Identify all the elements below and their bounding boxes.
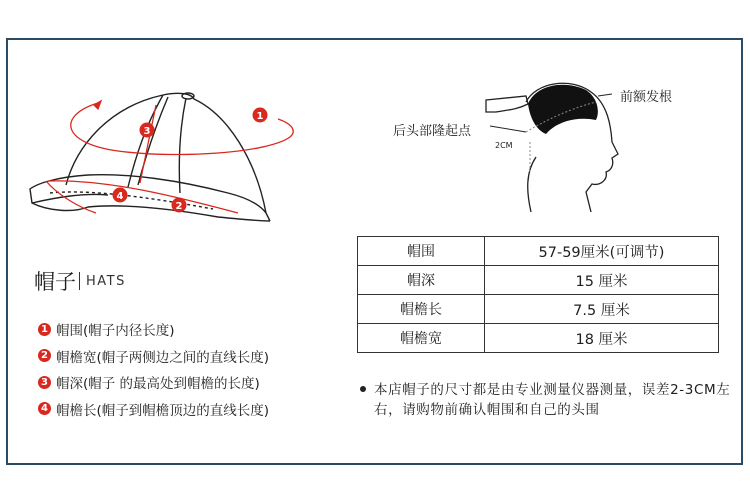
row-label: 帽檐宽: [358, 324, 485, 353]
note-text: 本店帽子的尺寸都是由专业测量仪器测量，误差2-3CM左右，请购物前确认帽围和自己的头围: [374, 382, 731, 418]
size-table: [357, 236, 719, 353]
row-label: 帽围: [358, 237, 485, 266]
front-pointer: [598, 94, 612, 96]
heading-divider: [79, 272, 80, 290]
number-badge: 3: [38, 376, 51, 389]
svg-text:3: 3: [143, 126, 151, 137]
row-label: 帽深: [358, 266, 485, 295]
heading-subtitle: HATS: [86, 273, 126, 289]
back-pointer: [490, 126, 526, 132]
back-label: 后头部隆起点: [393, 124, 472, 139]
legend-item: [38, 343, 269, 370]
measurement-legend: [38, 316, 269, 422]
legend-text: 帽围(帽子内径长度): [56, 323, 175, 340]
section-heading: [34, 268, 126, 294]
size-note: [360, 380, 734, 420]
row-value: 18 厘米: [485, 324, 719, 353]
bullet-icon: [360, 386, 366, 392]
front-label: 前额发根: [620, 90, 673, 105]
row-value: 57-59厘米(可调节): [485, 237, 719, 266]
number-badge: 4: [38, 402, 51, 415]
table-row: [358, 324, 719, 353]
number-badge: 2: [38, 349, 51, 362]
legend-item: [38, 369, 269, 396]
table-row: [358, 295, 719, 324]
gap-label: 2CM: [495, 141, 513, 150]
row-label: 帽檐长: [358, 295, 485, 324]
cap-diagram: [28, 85, 318, 235]
number-badge: 1: [38, 323, 51, 336]
cap-outline: [30, 93, 270, 221]
heading-title: 帽子: [34, 270, 76, 294]
row-value: 7.5 厘米: [485, 295, 719, 324]
legend-text: 帽檐长(帽子到帽檐顶边的直线长度): [56, 402, 270, 419]
legend-text: 帽深(帽子 的最高处到帽檐的长度): [56, 376, 260, 393]
table-row: [358, 237, 719, 266]
svg-text:4: 4: [116, 191, 124, 202]
legend-text: 帽檐宽(帽子两侧边之间的直线长度): [56, 349, 270, 366]
svg-text:1: 1: [256, 111, 264, 122]
table-row: [358, 266, 719, 295]
legend-item: [38, 316, 269, 343]
row-value: 15 厘米: [485, 266, 719, 295]
svg-text:2: 2: [175, 201, 183, 212]
head-hair: [528, 85, 598, 134]
legend-item: [38, 396, 269, 423]
